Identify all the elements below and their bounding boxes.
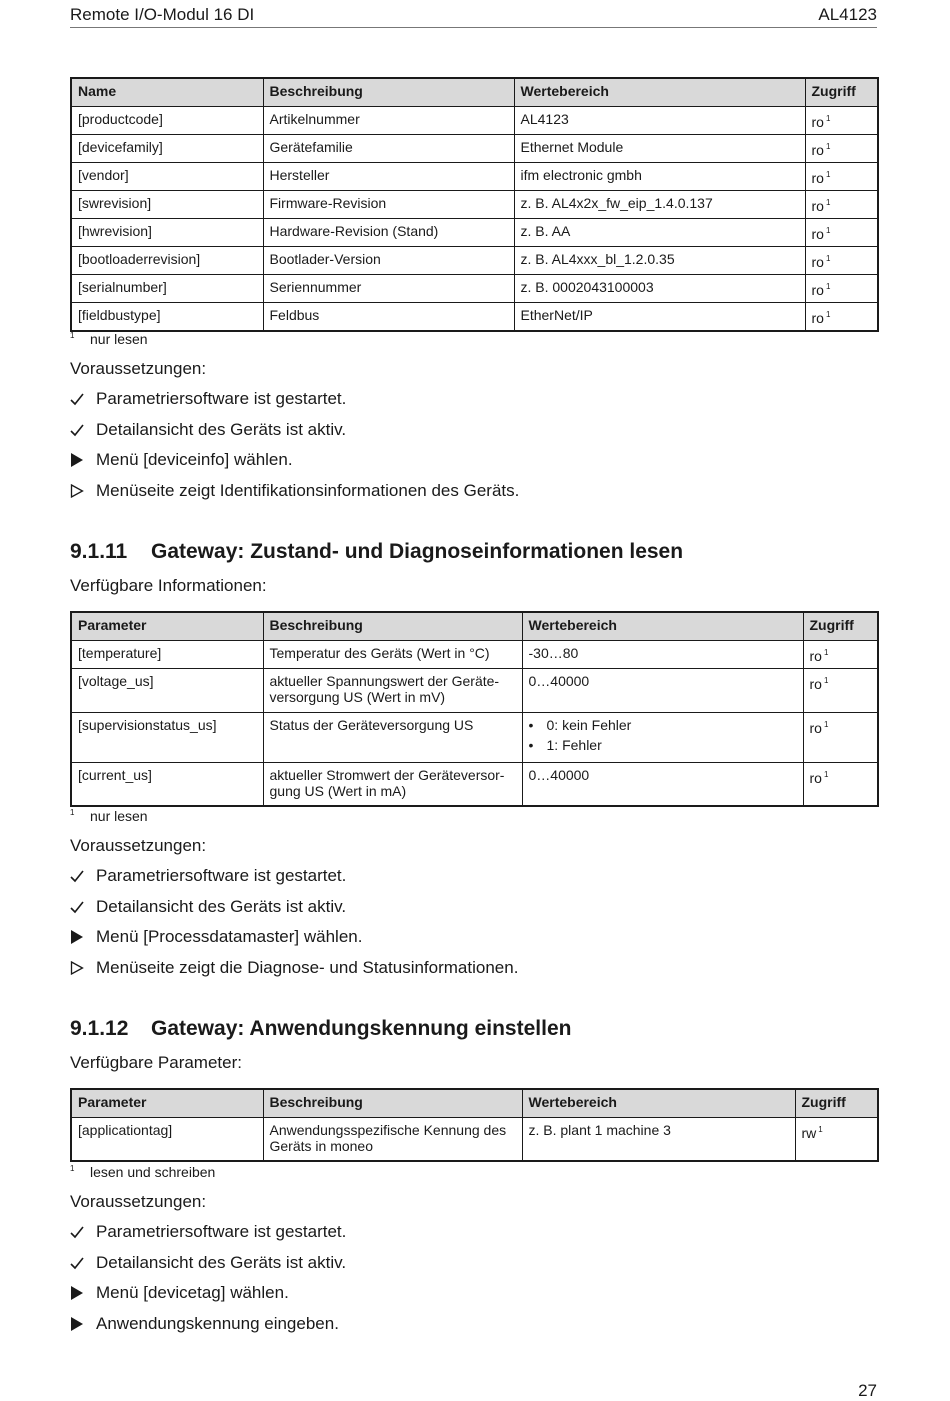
instruction-step [70,481,519,501]
table-footnote: 1 nur lesen [70,808,148,824]
range-cell: z. B. plant 1 machine 3 [522,1117,795,1161]
table-row [71,302,878,331]
parameter-cell: [current_us] [71,762,263,806]
column-header: Zugriff [795,1089,878,1117]
footnote-marker: 1 [823,647,829,657]
diagnostics-table [70,611,879,807]
column-header: Parameter [71,1089,263,1117]
access-cell [805,246,878,274]
instruction-step [70,1222,346,1242]
access-value: rw [801,1124,817,1141]
step-text: Anwendungskennung eingeben. [96,1314,339,1333]
column-header: Beschreibung [263,1089,522,1117]
section-intro: Verfügbare Parameter: [70,1053,242,1072]
action-arrow-icon [70,1317,96,1331]
table-row [71,218,878,246]
footnote-marker: 1 [825,253,831,263]
description-cell: Hardware-Revision (Stand) [263,218,514,246]
column-header: Wertebereich [514,78,805,106]
access-value: ro [809,675,822,692]
check-icon [70,393,96,406]
instruction-step [70,1253,346,1273]
range-cell: -30…80 [522,640,803,668]
parameter-cell: [productcode] [71,106,263,134]
footnote-marker: 1 [825,281,831,291]
table-header-row [71,612,878,640]
footnote-marker: 1 [823,719,829,729]
access-cell [805,274,878,302]
access-value: ro [811,281,824,298]
check-icon [70,901,96,914]
table-footnote: 1 lesen und schreiben [70,1164,216,1180]
access-value: ro [811,113,824,130]
step-text: Menü [Processdatamaster] wählen. [96,927,363,946]
range-cell: Ethernet Module [514,134,805,162]
step-text: Menü [deviceinfo] wählen. [96,450,293,469]
footnote-marker: 1 [818,1124,823,1134]
instruction-step [70,1314,339,1334]
step-text: Menüseite zeigt die Diagnose- und Statusinformationen. [96,958,519,977]
check-icon [70,870,96,883]
footnote-marker: 1 [825,141,831,151]
access-cell [803,640,878,668]
table-row [71,762,878,806]
description-cell: Seriennummer [263,274,514,302]
footnote-marker: 1 [825,309,831,319]
parameter-cell: [hwrevision] [71,218,263,246]
step-text: Parametriersoftware ist gestartet. [96,1222,347,1241]
column-header: Zugriff [803,612,878,640]
page-number: 27 [858,1381,877,1400]
table-row [71,274,878,302]
parameter-cell: [swrevision] [71,190,263,218]
table-header-row [71,1089,878,1117]
instruction-step [70,420,346,440]
table-row [71,1117,878,1161]
parameter-cell: [serialnumber] [71,274,263,302]
footnote-marker: 1 [823,769,829,779]
step-text: Parametriersoftware ist gestartet. [96,866,347,885]
description-cell: Hersteller [263,162,514,190]
access-value: ro [811,169,824,186]
description-cell: Feldbus [263,302,514,331]
step-text: Detailansicht des Geräts ist aktiv. [96,1253,347,1272]
parameter-cell: [devicefamily] [71,134,263,162]
check-icon [70,1257,96,1270]
step-text: Menü [devicetag] wählen. [96,1283,289,1302]
footnote-marker: 1 [825,113,831,123]
instruction-step [70,958,518,978]
range-cell: z. B. AL4x2x_fw_eip_1.4.0.137 [514,190,805,218]
header-rule [70,27,877,28]
description-cell: aktueller Spannungswert der Geräte-versorgung US (Wert in mV) [263,668,522,712]
table-row [71,246,878,274]
access-cell [805,134,878,162]
step-text: Detailansicht des Geräts ist aktiv. [96,897,347,916]
action-arrow-icon [70,453,96,467]
description-cell: Anwendungsspezifische Kennung des Geräts in moneo [263,1117,522,1161]
table-row [71,712,878,762]
table-row [71,668,878,712]
table-header-row [71,78,878,106]
access-value: ro [811,197,824,214]
access-value: ro [811,309,824,326]
step-text: Detailansicht des Geräts ist aktiv. [96,420,347,439]
range-cell: 0…40000 [522,668,803,712]
column-header: Name [71,78,263,106]
action-arrow-icon [70,930,96,944]
footnote-marker: 1 [823,675,829,685]
access-cell [805,218,878,246]
description-cell: Gerätefamilie [263,134,514,162]
access-cell [805,302,878,331]
prerequisites-label: Voraussetzungen: [70,1192,207,1211]
footnote-marker: 1 [825,169,831,179]
prerequisites-label: Voraussetzungen: [70,836,207,855]
column-header: Parameter [71,612,263,640]
section-heading: 9.1.12 Gateway: Anwendungskennung einstellen [70,1017,572,1040]
prerequisites-label: Voraussetzungen: [70,359,207,378]
parameter-cell: [temperature] [71,640,263,668]
range-cell: EtherNet/IP [514,302,805,331]
description-cell: Status der Geräteversorgung US [263,712,522,762]
device-info-table [70,77,879,332]
access-value: ro [811,225,824,242]
range-cell: 0…40000 [522,762,803,806]
application-tag-table [70,1088,879,1162]
step-text: Menüseite zeigt Identifikationsinformationen des Geräts. [96,481,520,500]
range-list-item: • 0: kein Fehler [529,715,798,735]
access-value: ro [811,253,824,270]
check-icon [70,1226,96,1239]
table-row [71,106,878,134]
range-cell: z. B. AL4xxx_bl_1.2.0.35 [514,246,805,274]
model-number: AL4123 [818,5,877,24]
range-cell: z. B. 0002043100003 [514,274,805,302]
description-cell: Firmware-Revision [263,190,514,218]
parameter-cell: [applicationtag] [71,1117,263,1161]
access-cell [803,762,878,806]
parameter-cell: [bootloaderrevision] [71,246,263,274]
column-header: Wertebereich [522,612,803,640]
result-arrow-icon [70,484,96,498]
check-icon [70,424,96,437]
column-header: Beschreibung [263,612,522,640]
range-cell [522,712,803,762]
instruction-step [70,927,362,947]
instruction-step [70,866,346,886]
column-header: Wertebereich [522,1089,795,1117]
access-cell [803,668,878,712]
instruction-step [70,389,346,409]
description-cell: Temperatur des Geräts (Wert in °C) [263,640,522,668]
description-cell: aktueller Stromwert der Geräteversor-gung US (Wert in mA) [263,762,522,806]
document-title: Remote I/O-Modul 16 DI [70,5,255,24]
access-value: ro [809,769,822,786]
table-footnote: 1 nur lesen [70,331,148,347]
parameter-cell: [supervisionstatus_us] [71,712,263,762]
footnote-marker: 1 [825,225,831,235]
result-arrow-icon [70,961,96,975]
access-cell [805,190,878,218]
instruction-step [70,897,346,917]
table-row [71,162,878,190]
access-cell [795,1117,878,1161]
column-header: Beschreibung [263,78,514,106]
table-row [71,640,878,668]
instruction-step [70,450,293,470]
range-cell: AL4123 [514,106,805,134]
access-value: ro [809,647,822,664]
footnote-marker: 1 [825,197,831,207]
table-row [71,134,878,162]
description-cell: Artikelnummer [263,106,514,134]
description-cell: Bootlader-Version [263,246,514,274]
access-value: ro [811,141,824,158]
range-list [529,715,798,755]
range-cell: ifm electronic gmbh [514,162,805,190]
section-heading: 9.1.11 Gateway: Zustand- und Diagnoseinformationen lesen [70,540,684,563]
table-row [71,190,878,218]
parameter-cell: [fieldbustype] [71,302,263,331]
parameter-cell: [voltage_us] [71,668,263,712]
range-cell: z. B. AA [514,218,805,246]
step-text: Parametriersoftware ist gestartet. [96,389,347,408]
access-cell [805,106,878,134]
instruction-step [70,1283,289,1303]
access-cell [805,162,878,190]
access-value: ro [809,719,822,736]
access-cell [803,712,878,762]
action-arrow-icon [70,1286,96,1300]
section-intro: Verfügbare Informationen: [70,576,267,595]
parameter-cell: [vendor] [71,162,263,190]
range-list-item: • 1: Fehler [529,735,798,755]
column-header: Zugriff [805,78,878,106]
